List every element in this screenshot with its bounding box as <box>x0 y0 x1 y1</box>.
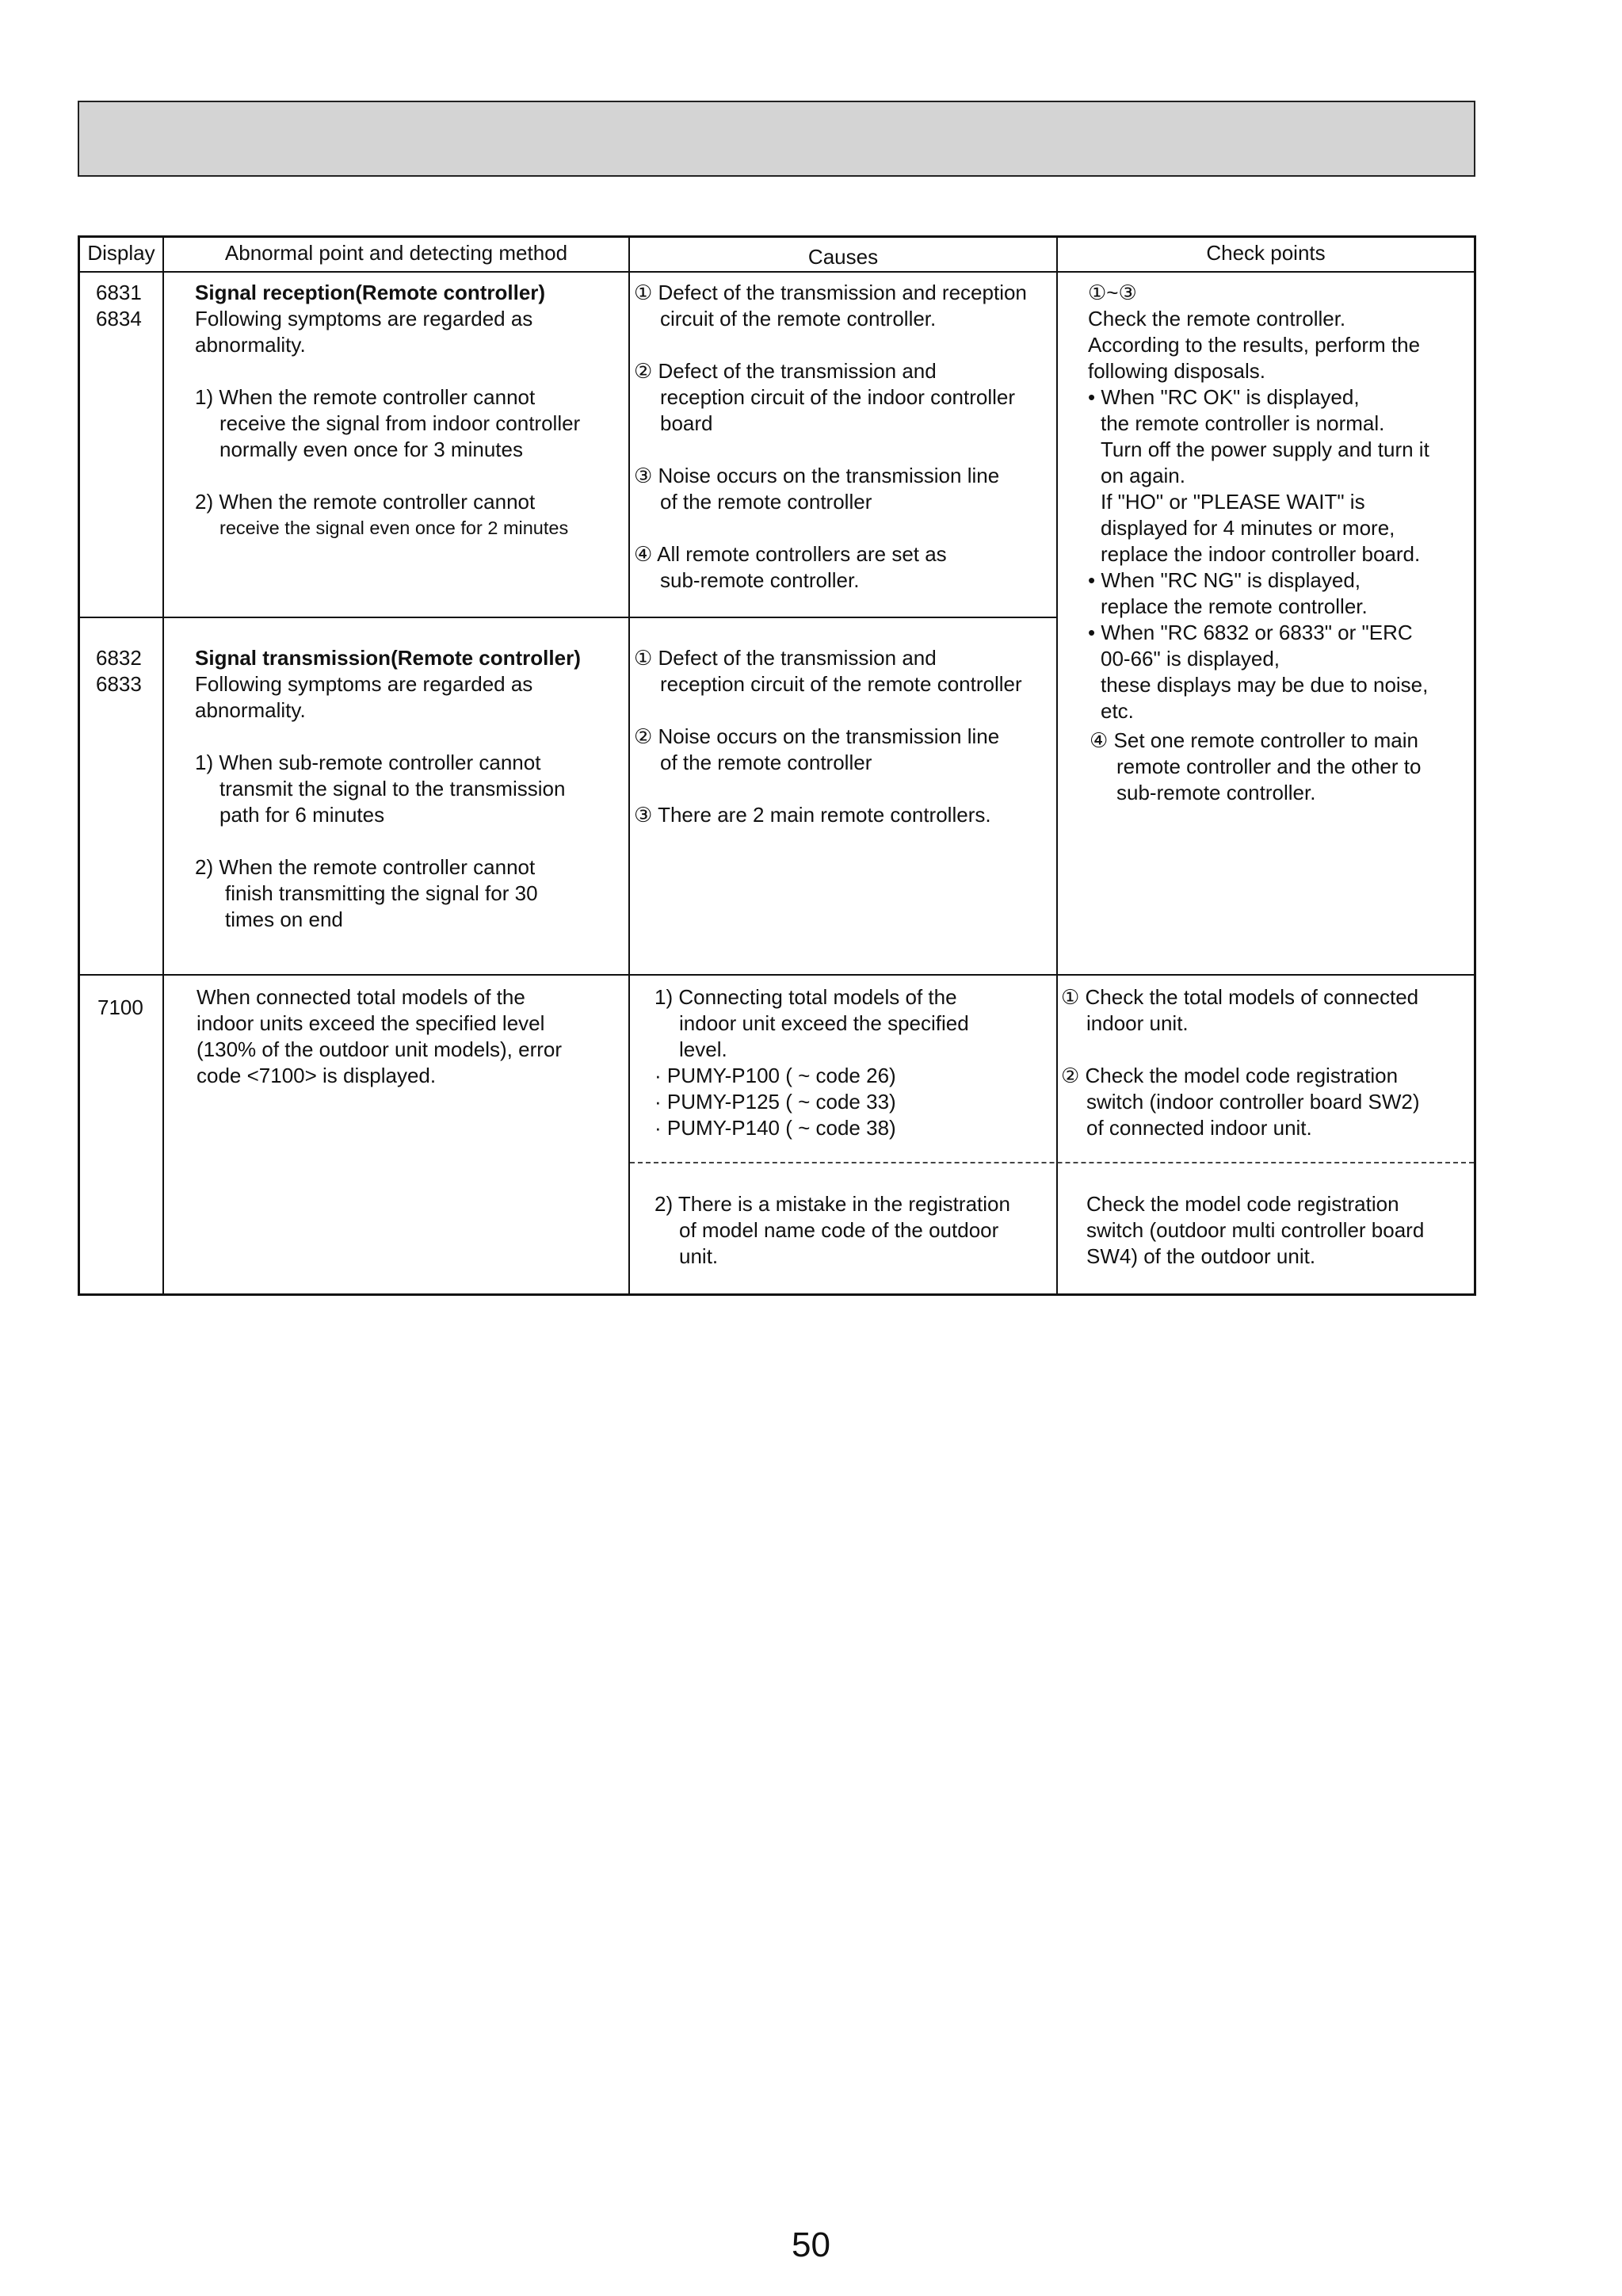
header-check-points: Check points <box>1206 241 1326 265</box>
check-line: the remote controller is normal. <box>1101 411 1385 435</box>
row3-cause: indoor unit exceed the specified <box>679 1011 969 1035</box>
row2-line: 2) When the remote controller cannot <box>195 855 536 879</box>
row1-line: receive the signal even once for 2 minutes <box>219 518 569 538</box>
check-line: these displays may be due to noise, <box>1101 673 1429 697</box>
col-divider-abnormal <box>628 238 630 1293</box>
row1-line: receive the signal from indoor controller <box>219 411 581 435</box>
row1-line: 2) When the remote controller cannot <box>195 490 536 514</box>
row2-cause: of the remote controller <box>660 751 872 774</box>
row3-cause: level. <box>679 1037 727 1061</box>
check-line: • When "RC OK" is displayed, <box>1088 385 1360 409</box>
row2-title: Signal transmission(Remote controller) <box>195 646 581 670</box>
header-row-border <box>80 271 1474 273</box>
header-abnormal: Abnormal point and detecting method <box>224 241 568 265</box>
code-6833: 6833 <box>96 672 142 696</box>
row2-line: times on end <box>225 907 343 931</box>
row2-cause: ③ There are 2 main remote controllers. <box>634 803 991 827</box>
check-line: If "HO" or "PLEASE WAIT" is <box>1101 490 1365 514</box>
check-line: remote controller and the other to <box>1116 755 1422 778</box>
check-line: • When "RC 6832 or 6833" or "ERC <box>1088 621 1413 644</box>
row1-line: 1) When the remote controller cannot <box>195 385 536 409</box>
check-line: ④ Set one remote controller to main <box>1090 728 1418 752</box>
row1-line: Following symptoms are regarded as <box>195 307 533 330</box>
row3-cause: · PUMY-P140 ( ~ code 38) <box>655 1116 896 1140</box>
row3-check: ② Check the model code registration <box>1061 1064 1399 1087</box>
row2-line: Following symptoms are regarded as <box>195 672 533 696</box>
row3-line: When connected total models of the <box>197 985 525 1009</box>
row3-check: Check the model code registration <box>1086 1192 1399 1216</box>
row1-cause: reception circuit of the indoor controller <box>660 385 1016 409</box>
check-line: replace the remote controller. <box>1101 594 1368 618</box>
row3-cause: · PUMY-P100 ( ~ code 26) <box>655 1064 896 1087</box>
row3-line: code <7100> is displayed. <box>197 1064 437 1087</box>
check-line: Check the remote controller. <box>1088 307 1346 330</box>
row2-row3-border <box>80 974 1474 976</box>
row1-cause: ③ Noise occurs on the transmission line <box>634 464 1000 487</box>
row2-cause: reception circuit of the remote controller <box>660 672 1022 696</box>
row3-cause: of model name code of the outdoor <box>679 1218 999 1242</box>
col-divider-display <box>162 238 164 1293</box>
row1-cause: circuit of the remote controller. <box>660 307 937 330</box>
row3-dashed-divider <box>630 1162 1474 1163</box>
row1-title: Signal reception(Remote controller) <box>195 281 546 304</box>
row3-check: switch (outdoor multi controller board <box>1086 1218 1425 1242</box>
check-line: displayed for 4 minutes or more, <box>1101 516 1395 540</box>
row1-cause: ④ All remote controllers are set as <box>634 542 947 566</box>
row2-line: finish transmitting the signal for 30 <box>225 881 538 905</box>
row2-line: 1) When sub-remote controller cannot <box>195 751 541 774</box>
row1-line: normally even once for 3 minutes <box>219 437 523 461</box>
check-line: on again. <box>1101 464 1185 487</box>
row3-check: ① Check the total models of connected <box>1061 985 1419 1009</box>
row3-line: indoor units exceed the specified level <box>197 1011 545 1035</box>
row2-line: transmit the signal to the transmission <box>219 777 566 800</box>
check-line: replace the indoor controller board. <box>1101 542 1421 566</box>
row3-cause: 1) Connecting total models of the <box>655 985 957 1009</box>
row3-check: switch (indoor controller board SW2) <box>1086 1090 1420 1114</box>
row2-cause: ① Defect of the transmission and <box>634 646 937 670</box>
row2-cause: ② Noise occurs on the transmission line <box>634 724 1000 748</box>
row1-cause: board <box>660 411 713 435</box>
page-number: 50 <box>792 2225 830 2264</box>
code-6834: 6834 <box>96 307 142 330</box>
row3-check: indoor unit. <box>1086 1011 1189 1035</box>
row2-line: path for 6 minutes <box>219 803 385 827</box>
error-code-table <box>78 235 1476 1296</box>
header-causes: Causes <box>807 245 879 269</box>
row1-cause: ② Defect of the transmission and <box>634 359 937 383</box>
row1-cause: sub-remote controller. <box>660 568 860 592</box>
row3-check: SW4) of the outdoor unit. <box>1086 1244 1316 1268</box>
row1-cause: ① Defect of the transmission and reception <box>634 281 1027 304</box>
code-6831: 6831 <box>96 281 142 304</box>
row3-line: (130% of the outdoor unit models), error <box>197 1037 563 1061</box>
row3-cause: · PUMY-P125 ( ~ code 33) <box>655 1090 896 1114</box>
row1-row2-border <box>80 617 1058 618</box>
row3-cause: 2) There is a mistake in the registration <box>655 1192 1010 1216</box>
check-line: following disposals. <box>1088 359 1266 383</box>
row1-line: abnormality. <box>195 333 306 357</box>
code-6832: 6832 <box>96 646 142 670</box>
row2-line: abnormality. <box>195 698 306 722</box>
row1-cause: of the remote controller <box>660 490 872 514</box>
header-display: Display <box>87 241 155 265</box>
check-line: • When "RC NG" is displayed, <box>1088 568 1361 592</box>
check-line: According to the results, perform the <box>1088 333 1421 357</box>
check-line: Turn off the power supply and turn it <box>1101 437 1429 461</box>
code-7100: 7100 <box>97 995 143 1019</box>
section-header-bar <box>78 101 1475 177</box>
check-line: 00-66" is displayed, <box>1101 647 1280 670</box>
row3-cause: unit. <box>679 1244 719 1268</box>
check-line: ①~③ <box>1088 281 1137 304</box>
col-divider-causes <box>1056 238 1058 1293</box>
check-line: sub-remote controller. <box>1116 781 1316 804</box>
row3-check: of connected indoor unit. <box>1086 1116 1312 1140</box>
check-line: etc. <box>1101 699 1134 723</box>
